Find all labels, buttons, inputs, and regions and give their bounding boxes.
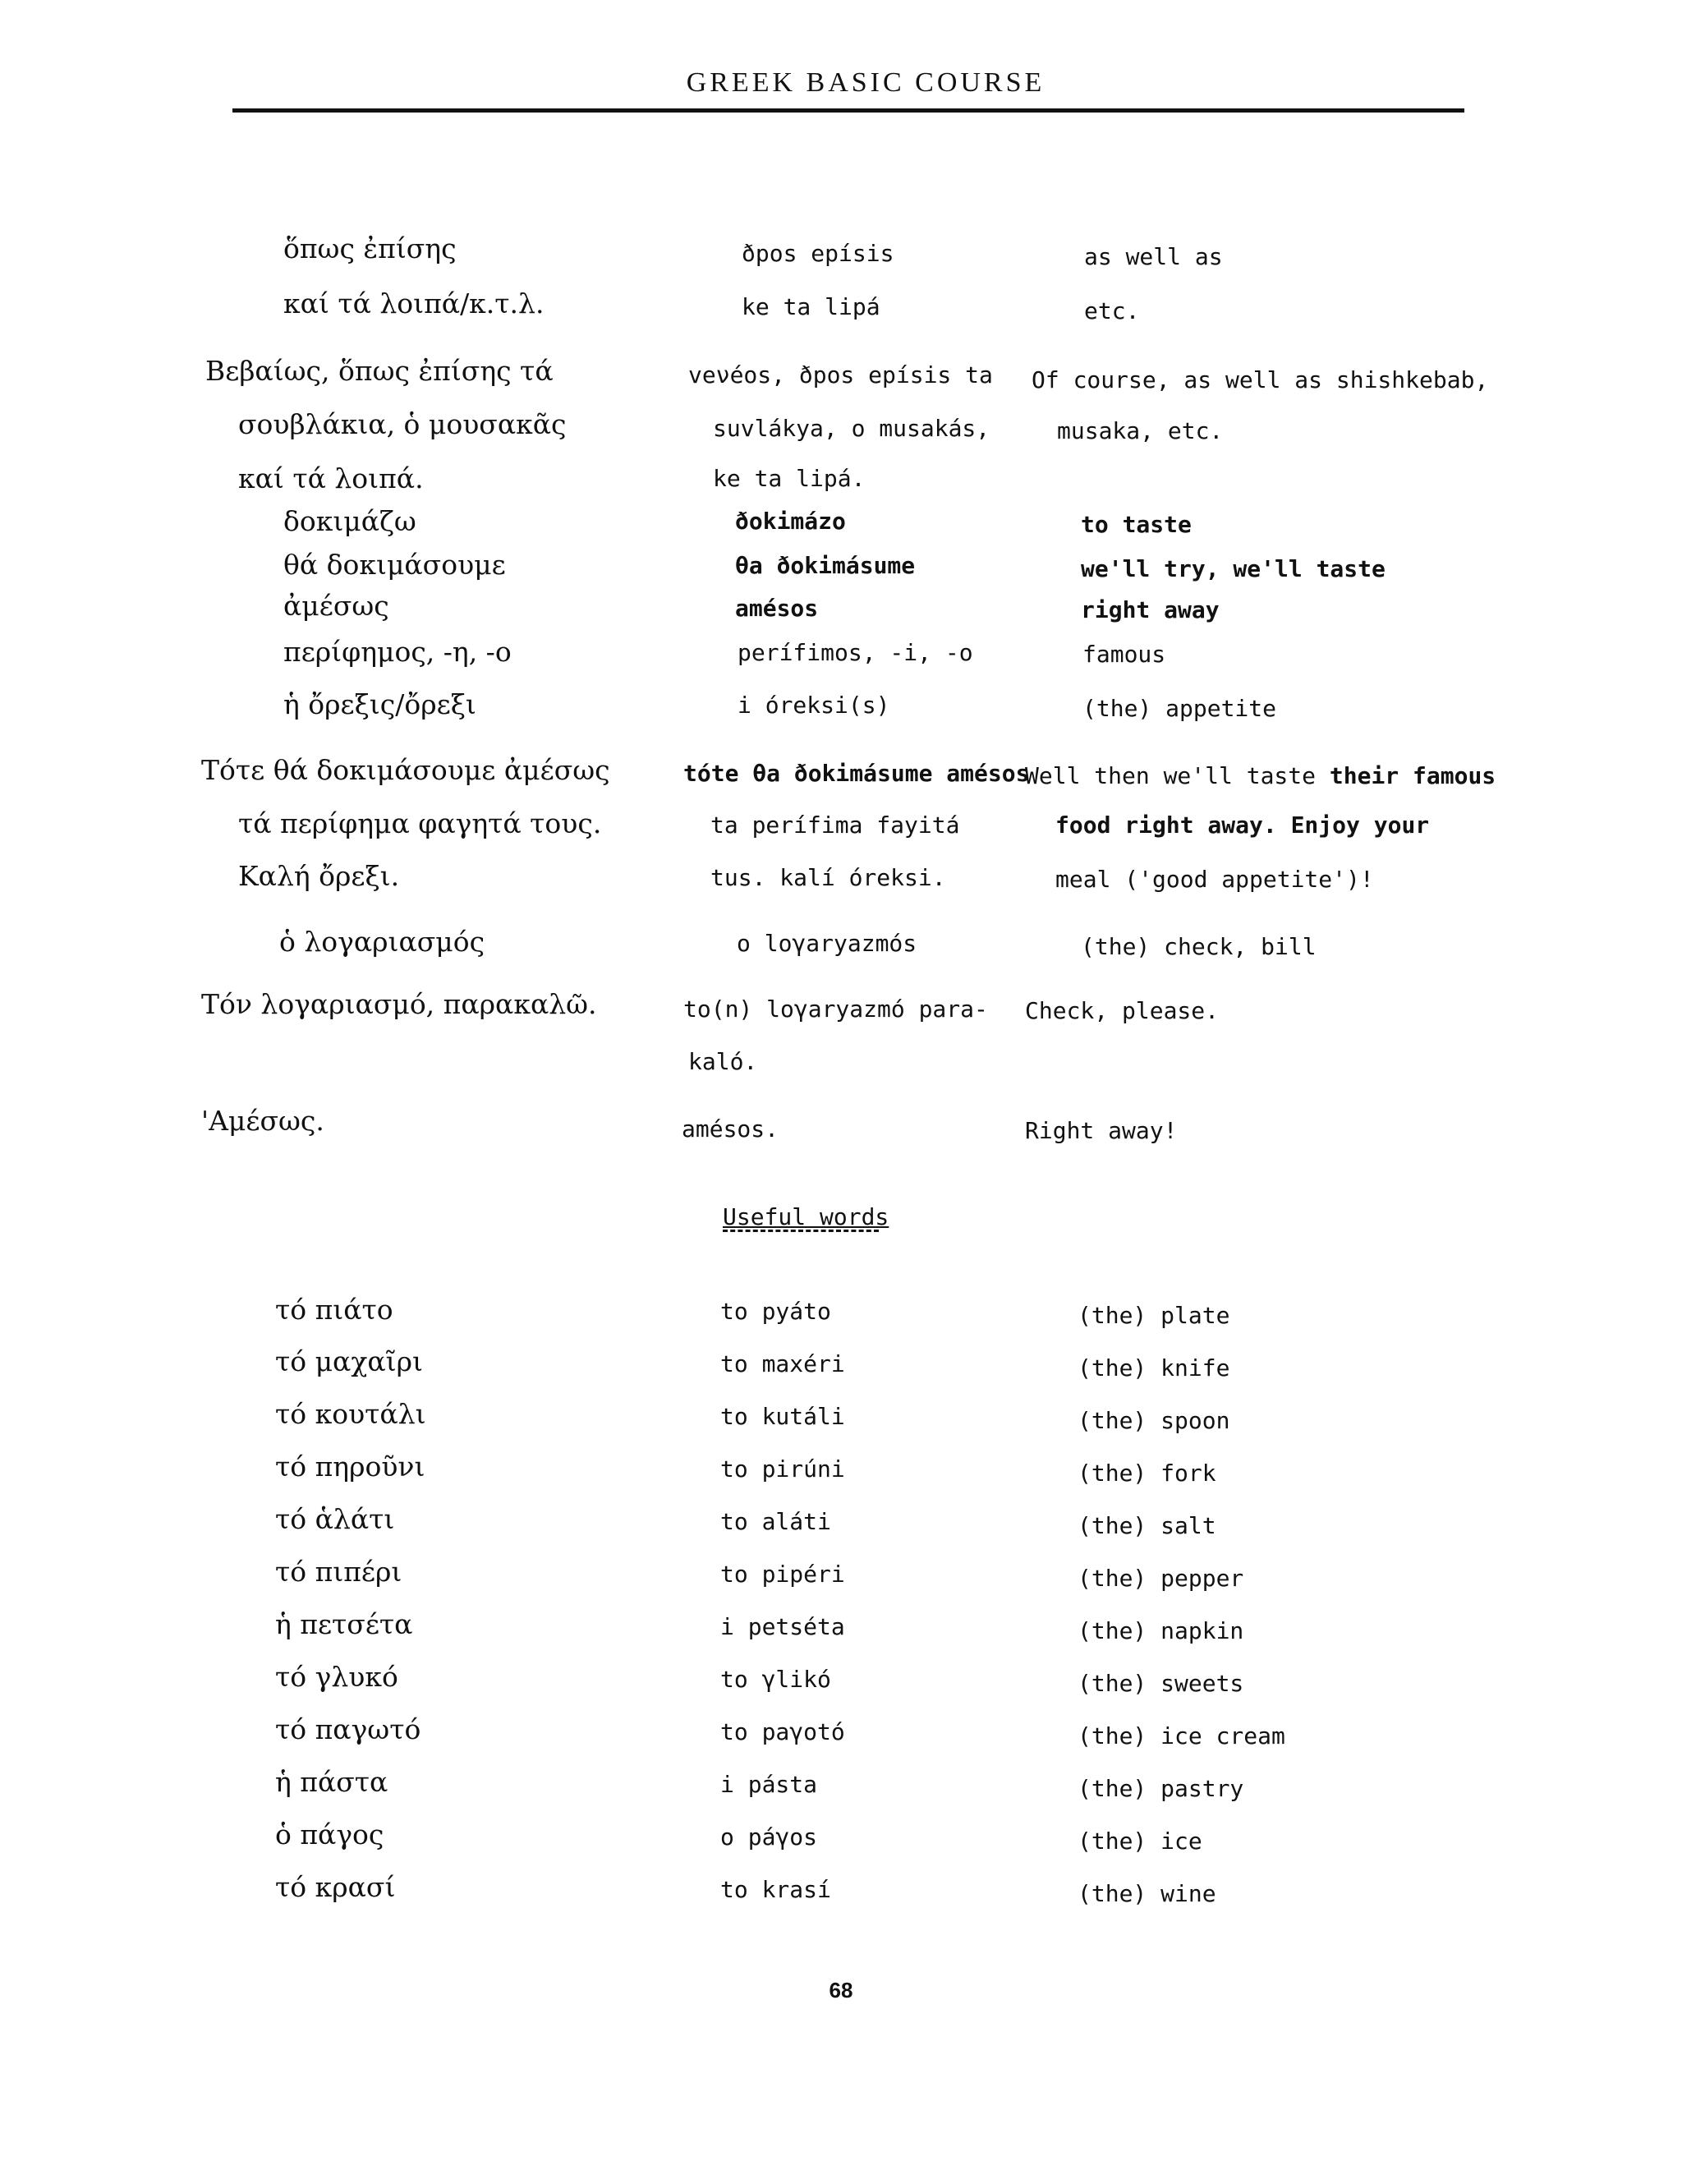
greek-text: ὅπως ἐπίσης [283, 232, 457, 264]
vocab-romanized: to pirúni [720, 1455, 845, 1483]
vocab-romanized: to pyáto [720, 1298, 831, 1325]
greek-text: Καλή ὄρεξι. [238, 860, 400, 892]
romanized-text: ke ta lipá [742, 293, 880, 320]
english-text-bold: food right away. [1055, 812, 1277, 839]
vocab-english: (the) pastry [1078, 1775, 1244, 1802]
romanized-text: tóte θa ðokimásume amésos [683, 760, 1030, 787]
vocab-romanized: o páγos [720, 1823, 818, 1851]
english-text: etc. [1084, 297, 1140, 324]
greek-text: καί τά λοιπά. [238, 462, 424, 494]
page-number: 68 [829, 1978, 853, 2002]
vocab-english: (the) sweets [1078, 1670, 1244, 1697]
vocab-greek: τό κουτάλι [275, 1398, 426, 1430]
vocab-greek: ἡ πετσέτα [275, 1608, 413, 1640]
vocab-romanized: i pásta [720, 1771, 818, 1798]
english-text-part: Well then we'll taste [1025, 762, 1330, 789]
english-text: Check, please. [1025, 997, 1220, 1024]
english-text-bold: their famous [1329, 762, 1496, 789]
romanized-text: suvlákya, o musakás, [713, 415, 990, 442]
english-text: (the) check, bill [1081, 933, 1317, 960]
vocab-english: (the) napkin [1078, 1617, 1244, 1644]
useful-words-heading: Useful words [723, 1203, 889, 1230]
english-text [1025, 762, 1496, 789]
romanized-text: tus. kalí óreksi. [710, 864, 946, 891]
english-text: right away [1081, 596, 1220, 623]
vocab-romanized: i petséta [720, 1613, 845, 1640]
vocab-greek: τό κρασί [275, 1871, 396, 1903]
vocab-greek: ὁ πάγος [275, 1818, 384, 1851]
romanized-text: θa ðokimásume [735, 552, 916, 579]
vocab-english: (the) wine [1078, 1880, 1216, 1907]
vocab-greek: τό παγωτό [275, 1713, 421, 1745]
greek-text: Τόν λογαριασμό, παρακαλῶ. [201, 988, 597, 1020]
romanized-text: perífimos, -i, -o [738, 639, 973, 666]
greek-text: περίφημος, -η, -ο [283, 636, 512, 668]
romanized-text: amésos [735, 595, 819, 622]
greek-text: ὁ λογαριασμός [279, 926, 485, 958]
romanized-text: kaló. [688, 1048, 758, 1075]
romanized-text: ðpos epísis [742, 240, 894, 267]
greek-text: σουβλάκια, ὁ μουσακᾶς [238, 408, 567, 440]
header-rule [232, 108, 1464, 113]
english-text: famous [1082, 641, 1166, 668]
vocab-romanized: to paγotó [720, 1718, 845, 1745]
romanized-text: ke ta lipá. [713, 465, 866, 492]
heading-dashed-underline [723, 1230, 879, 1232]
english-text: Of course, as well as shishkebab, [1032, 366, 1489, 393]
vocab-english: (the) pepper [1078, 1565, 1244, 1592]
page-header-title: GREEK BASIC COURSE [686, 67, 1046, 98]
vocab-greek: τό πιάτο [275, 1294, 393, 1326]
english-text-bold: Enjoy your [1290, 812, 1430, 839]
greek-text: Βεβαίως, ὅπως ἐπίσης τά [205, 355, 554, 387]
greek-text: καί τά λοιπά/κ.τ.λ. [283, 287, 545, 320]
english-text: Right away! [1025, 1117, 1178, 1144]
vocab-english: (the) salt [1078, 1512, 1216, 1539]
vocab-romanized: to γlikó [720, 1666, 831, 1693]
romanized-text: amésos. [682, 1115, 779, 1143]
vocab-greek: τό πιπέρι [275, 1556, 402, 1588]
romanized-text: to(n) loγaryazmó para- [683, 995, 988, 1023]
vocab-english: (the) spoon [1078, 1407, 1230, 1434]
greek-text: ἡ ὄρεξις/ὄρεξι [283, 688, 476, 720]
english-text: we'll try, we'll taste [1081, 555, 1386, 582]
english-text: (the) appetite [1082, 695, 1277, 722]
vocab-english: (the) ice [1078, 1828, 1202, 1855]
romanized-text: i óreksi(s) [738, 692, 890, 719]
vocab-greek: τό πηροῦνι [275, 1451, 425, 1483]
vocab-romanized: to maxéri [720, 1350, 845, 1377]
vocab-greek: τό γλυκό [275, 1661, 398, 1693]
romanized-text: o loγaryazmós [737, 930, 917, 957]
vocab-english: (the) fork [1078, 1460, 1216, 1487]
english-text: musaka, etc. [1057, 417, 1224, 444]
greek-text: δοκιμάζω [283, 505, 416, 537]
english-text: to taste [1081, 511, 1192, 538]
english-text: meal ('good appetite')! [1055, 866, 1374, 893]
romanized-text: veνéos, ðpos epísis ta [688, 361, 993, 389]
vocab-romanized: to kutáli [720, 1403, 845, 1430]
romanized-text: ðokimázo [735, 508, 846, 535]
greek-text: θά δοκιμάσουμε [283, 549, 506, 581]
vocab-romanized: to pipéri [720, 1561, 845, 1588]
english-text: as well as [1084, 243, 1223, 270]
greek-text: ἀμέσως [283, 590, 389, 622]
vocab-greek: τό μαχαῖρι [275, 1345, 423, 1377]
romanized-text: ta perífima fayitá [710, 812, 960, 839]
vocab-greek: ἡ πάστα [275, 1766, 388, 1798]
vocab-greek: τό ἁλάτι [275, 1503, 395, 1535]
vocab-english: (the) knife [1078, 1354, 1230, 1382]
greek-text: τά περίφημα φαγητά τους. [238, 807, 602, 839]
greek-text: 'Αμέσως. [201, 1105, 324, 1137]
vocab-english: (the) plate [1078, 1302, 1230, 1329]
greek-text: Τότε θά δοκιμάσουμε ἀμέσως [201, 754, 610, 786]
vocab-english: (the) ice cream [1078, 1722, 1285, 1749]
vocab-romanized: to aláti [720, 1508, 831, 1535]
english-text [1055, 812, 1429, 839]
vocab-romanized: to krasí [720, 1876, 831, 1903]
